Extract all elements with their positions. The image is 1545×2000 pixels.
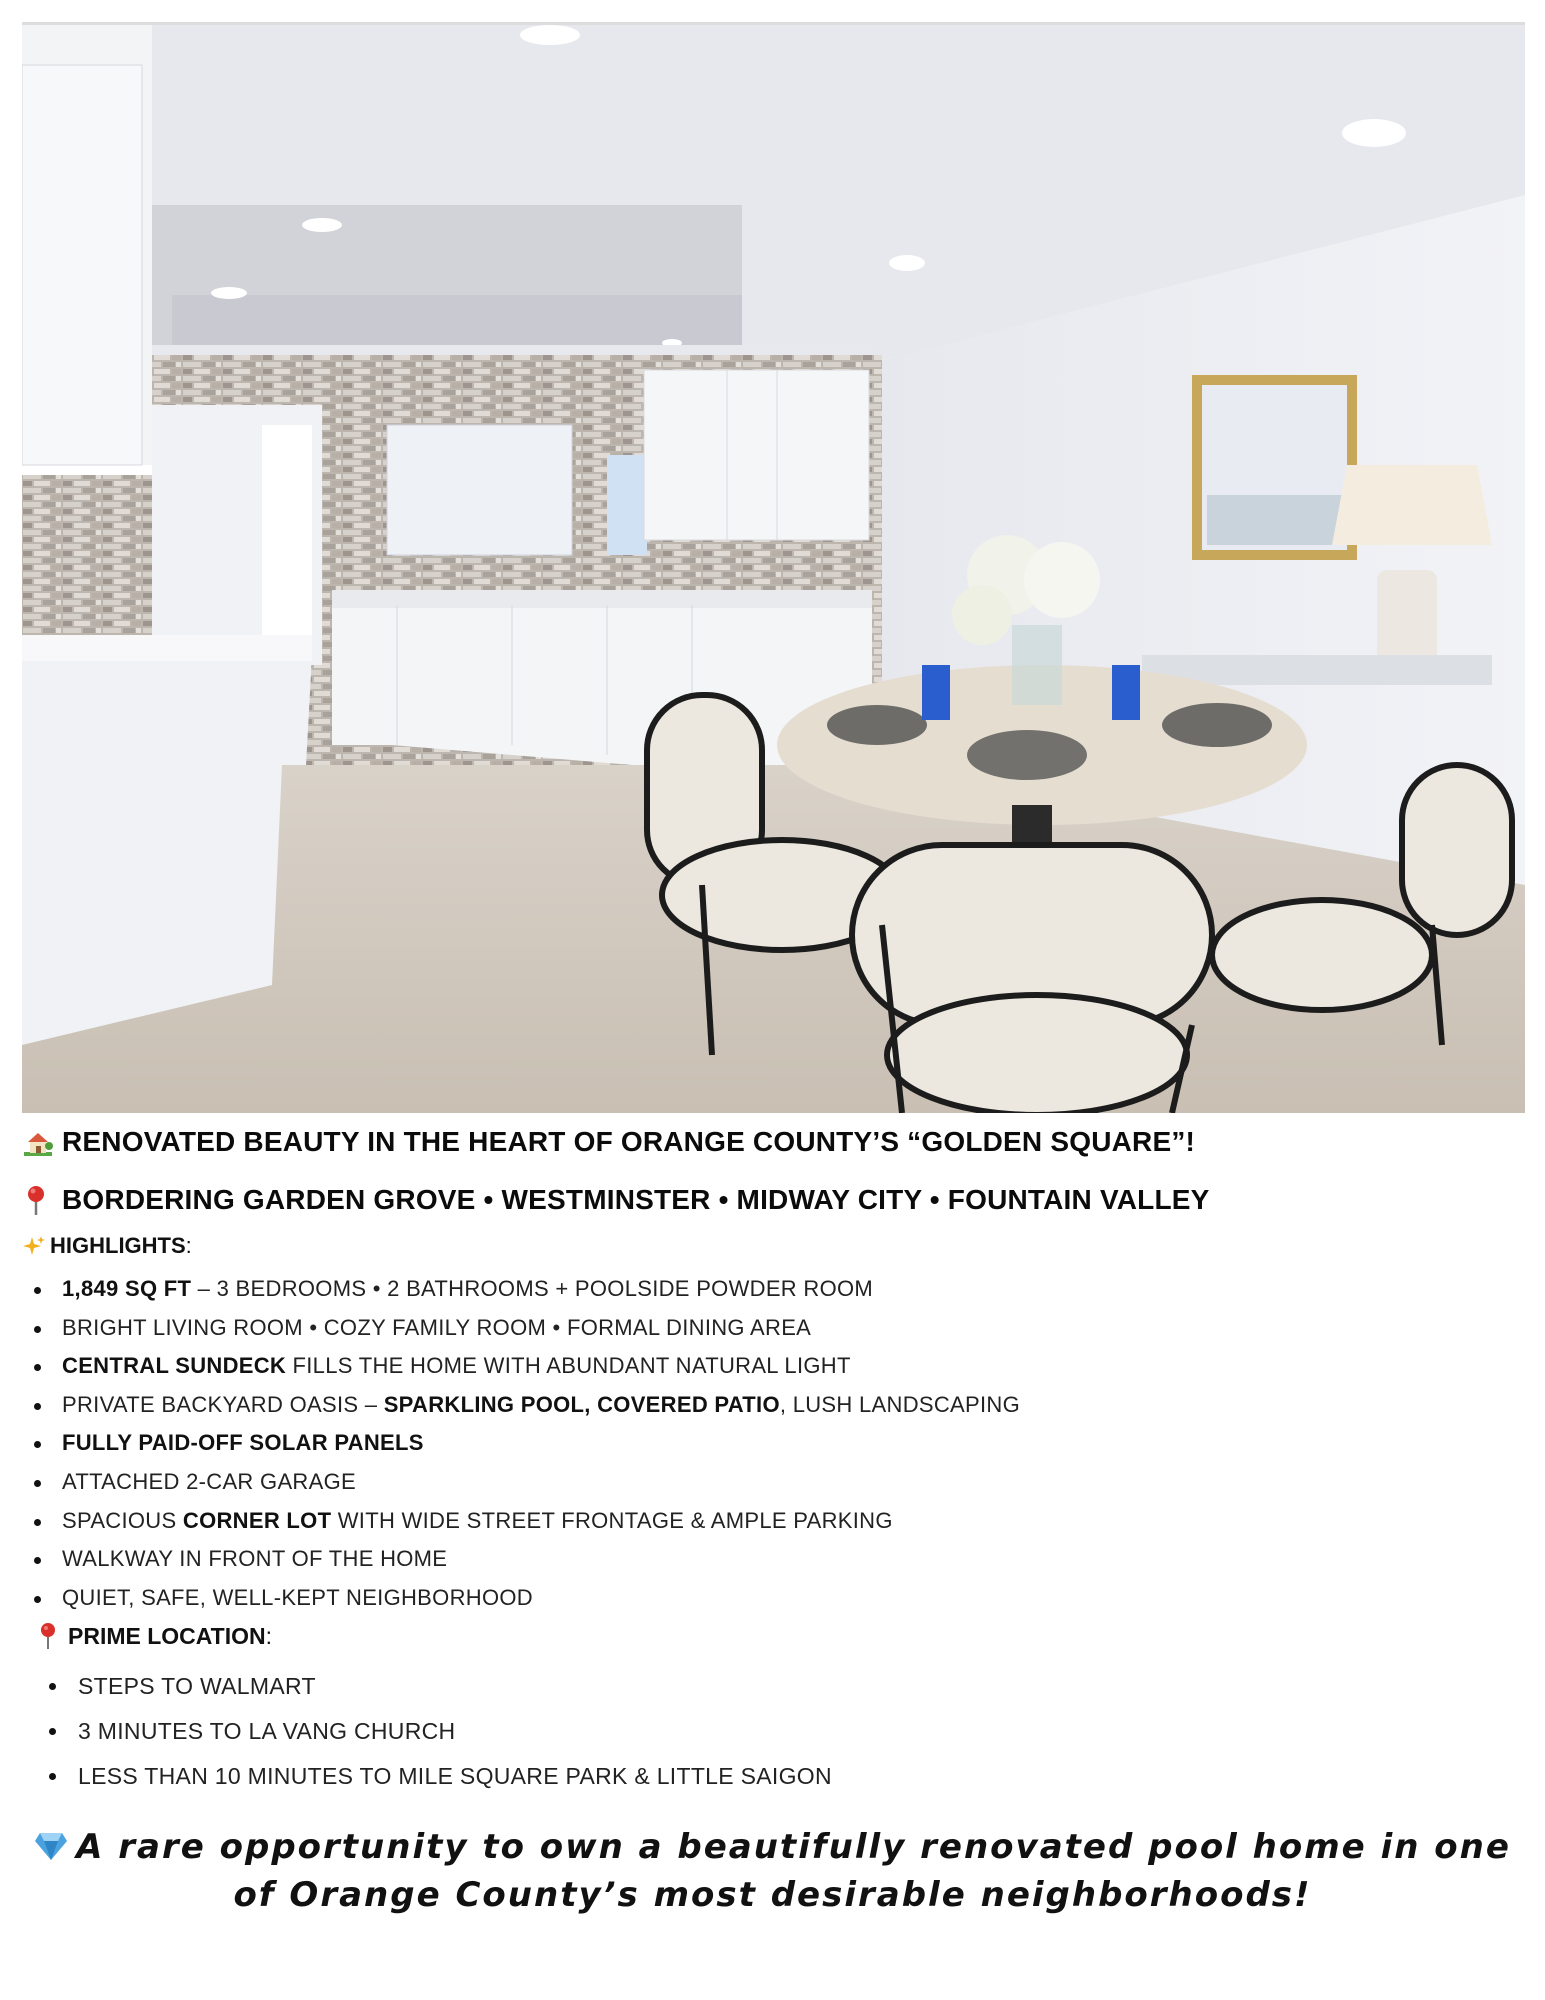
bordering-cities bbox=[22, 1184, 1210, 1216]
list-item bbox=[30, 1347, 1020, 1386]
round-pushpin-icon bbox=[22, 1184, 54, 1216]
prime-location-heading bbox=[38, 1622, 272, 1650]
item-text: BRIGHT LIVING ROOM • COZY FAMILY ROOM • FORMAL DINING AREA bbox=[62, 1314, 812, 1340]
list-item bbox=[30, 1424, 1020, 1463]
round-pushpin-icon bbox=[38, 1622, 62, 1650]
item-text: , LUSH LANDSCAPING bbox=[779, 1391, 1021, 1417]
tagline-line-1 bbox=[0, 1823, 1545, 1871]
bordering-cities-text: BORDERING GARDEN GROVE • WESTMINSTER • MIDWAY CITY • FOUNTAIN VALLEY bbox=[62, 1184, 1210, 1215]
item-text: WITH WIDE STREET FRONTAGE & AMPLE PARKING bbox=[331, 1507, 893, 1533]
headline-text: RENOVATED BEAUTY IN THE HEART OF ORANGE COUNTY’S “GOLDEN SQUARE”! bbox=[62, 1126, 1196, 1157]
item-bold: 1,849 SQ FT bbox=[62, 1276, 192, 1301]
item-text: – 3 BEDROOMS • 2 BATHROOMS + POOLSIDE POWDER ROOM bbox=[191, 1276, 874, 1301]
item-bold: FULLY PAID-OFF SOLAR PANELS bbox=[62, 1430, 424, 1456]
list-item bbox=[30, 1502, 1020, 1541]
highlights-title: HIGHLIGHTS bbox=[50, 1233, 186, 1258]
item-text: WALKWAY IN FRONT OF THE HOME bbox=[62, 1546, 448, 1572]
location-list bbox=[45, 1664, 832, 1799]
highlights-colon: : bbox=[185, 1233, 192, 1258]
tagline-line-2: of Orange County’s most desirable neighborhoods! bbox=[233, 1875, 1312, 1915]
item-bold: SPARKLING POOL, COVERED PATIO bbox=[383, 1391, 780, 1417]
item-pre: PRIVATE BACKYARD OASIS – bbox=[62, 1391, 384, 1417]
item-bold: CENTRAL SUNDECK bbox=[62, 1353, 287, 1379]
property-photo-kitchen-dining bbox=[22, 22, 1525, 1113]
list-item: STEPS TO WALMART bbox=[45, 1664, 832, 1709]
highlights-heading bbox=[22, 1233, 192, 1259]
tagline bbox=[0, 1823, 1545, 1919]
tagline-text-1: A rare opportunity to own a beautifully renovated pool home in one bbox=[76, 1827, 1511, 1867]
item-bold: CORNER LOT bbox=[182, 1507, 332, 1533]
prime-location-colon: : bbox=[265, 1622, 273, 1649]
list-item bbox=[30, 1579, 1020, 1618]
list-item bbox=[30, 1540, 1020, 1579]
highlights-list bbox=[30, 1270, 1020, 1617]
item-pre: SPACIOUS bbox=[62, 1507, 183, 1533]
item-text: ATTACHED 2-CAR GARAGE bbox=[62, 1468, 356, 1494]
list-item: LESS THAN 10 MINUTES TO MILE SQUARE PARK & LITTLE SAIGON bbox=[45, 1754, 832, 1799]
list-item bbox=[30, 1270, 1020, 1309]
item-text: QUIET, SAFE, WELL-KEPT NEIGHBORHOOD bbox=[62, 1584, 533, 1610]
list-item bbox=[30, 1309, 1020, 1348]
headline bbox=[22, 1126, 1195, 1158]
list-item: 3 MINUTES TO LA VANG CHURCH bbox=[45, 1709, 832, 1754]
gem-stone-icon bbox=[34, 1826, 68, 1856]
house-with-garden-icon bbox=[22, 1126, 54, 1158]
list-item bbox=[30, 1386, 1020, 1425]
item-text: FILLS THE HOME WITH ABUNDANT NATURAL LIGHT bbox=[286, 1353, 851, 1379]
sparkles-icon bbox=[22, 1234, 46, 1258]
kitchen-dining-illustration bbox=[22, 25, 1525, 1113]
list-item bbox=[30, 1463, 1020, 1502]
prime-location-title: PRIME LOCATION bbox=[68, 1622, 266, 1649]
